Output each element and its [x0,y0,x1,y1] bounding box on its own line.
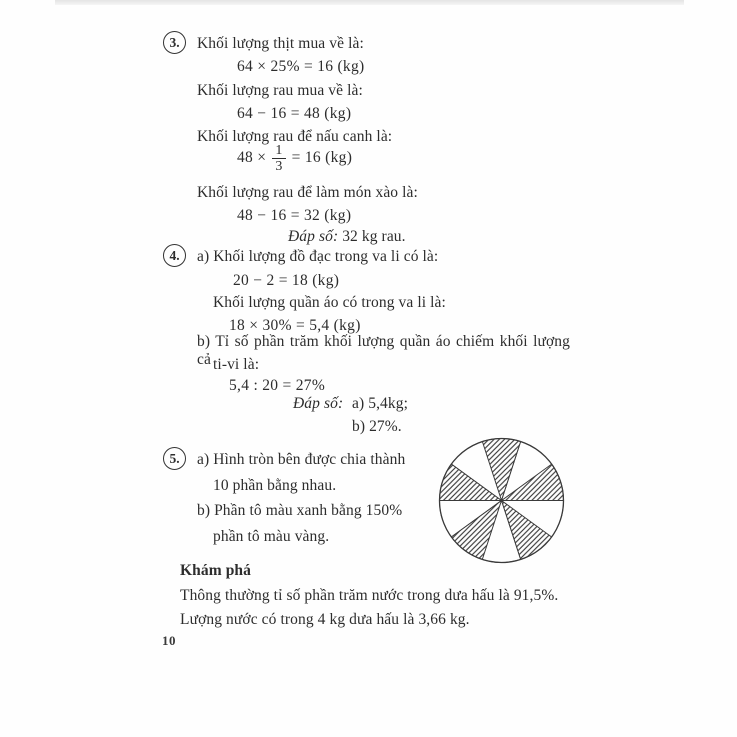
problem-4-equation-2: 18 × 30% = 5,4 (kg) [229,317,361,334]
problem-3-statement-4: Khối lượng rau để làm món xào là: [197,184,418,201]
problem-3-statement-3: Khối lượng rau để nấu canh là: [197,128,393,145]
page-top-edge-shadow [55,0,684,5]
answer-label: Đáp số: [288,228,339,245]
kham-pha-line-2: Lượng nước có trong 4 kg dưa hấu là 3,66 kg. [180,611,470,628]
problem-4-part-b-line-2: ti-vi là: [213,356,260,373]
circle-diagram-svg [436,435,567,566]
answer-value: 32 kg rau. [342,228,406,245]
problem-4-answer-a: a) 5,4kg; [352,395,408,412]
problem-3-number-badge [163,31,186,54]
problem-4-statement-2: Khối lượng quần áo có trong va li là: [213,294,446,311]
problem-3-equation-3 [237,140,352,176]
problem-5-part-a-line-2: 10 phần bằng nhau. [213,477,337,494]
problem-3-statement-2: Khối lượng rau mua về là: [197,82,363,99]
problem-5-part-b-line-1: b) Phần tô màu xanh bằng 150% [197,502,403,519]
problem-4-answer-b: b) 27%. [352,418,402,435]
problem-3-equation-1: 64 × 25% = 16 (kg) [237,58,365,75]
kham-pha-title: Khám phá [180,562,252,579]
problem-4-number: 4. [169,247,180,263]
problem-5-number-badge [163,447,186,470]
problem-4-part-a: a) Khối lượng đồ đạc trong va li có là: [197,248,439,265]
problem-3-equation-4: 48 − 16 = 32 (kg) [237,207,352,224]
fraction-prefix: 48 × [237,149,267,166]
fraction-suffix: = 16 (kg) [291,149,353,166]
problem-3-statement-1: Khối lượng thịt mua về là: [197,35,364,52]
problem-4-equation-3: 5,4 : 20 = 27% [229,377,326,394]
problem-3-equation-2: 64 − 16 = 48 (kg) [237,105,352,122]
problem-3-number: 3. [169,34,180,50]
fraction [272,143,285,174]
problem-4-answer-label: Đáp số: [293,395,344,412]
kham-pha-line-1: Thông thường tỉ số phần trăm nước trong dưa hấu là 91,5%. [180,587,559,604]
problem-3-answer-line [288,228,406,246]
fraction-numerator: 1 [275,142,283,158]
problem-5-part-a-line-1: a) Hình tròn bên được chia thành [197,451,406,468]
problem-5-part-b-line-2: phần tô màu vàng. [213,528,330,545]
fraction-denominator: 3 [275,158,283,174]
problem-4-part-b-line-1: b) Tỉ số phần trăm khối lượng quần áo chiếm khối lượng cả [197,333,570,368]
problem-4-equation-1: 20 − 2 = 18 (kg) [233,272,340,289]
page-number: 10 [162,633,176,648]
problem-5-number: 5. [169,450,180,466]
problem-4-number-badge [163,244,186,267]
